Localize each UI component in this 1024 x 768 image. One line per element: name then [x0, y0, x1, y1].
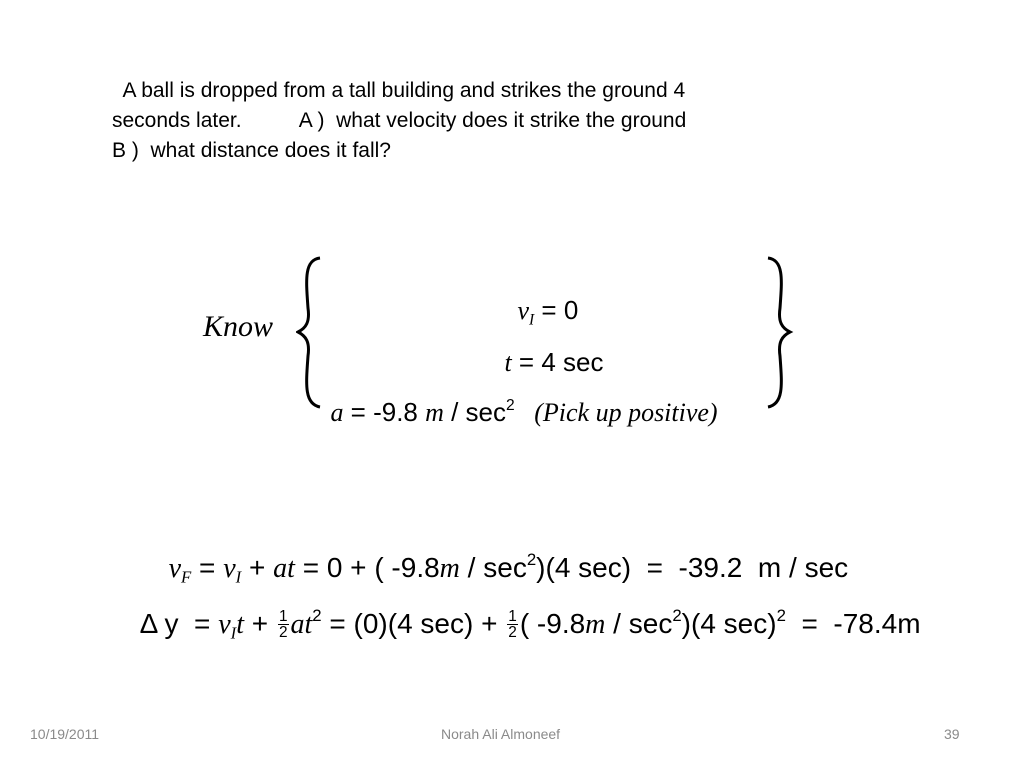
- a-unit-m: m: [425, 398, 444, 427]
- v-symbol: v: [517, 296, 529, 325]
- right-brace: [768, 258, 790, 407]
- eq1-exponent: 2: [526, 550, 537, 569]
- a-value: = -9.8: [343, 397, 426, 427]
- eq2-at: at: [290, 608, 313, 640]
- problem-line-3: B ) what distance does it fall?: [112, 139, 391, 162]
- distance-equation: [124, 574, 921, 644]
- t-symbol: t: [504, 348, 512, 377]
- vf-subscript: F: [181, 567, 192, 587]
- half-denominator: 2: [278, 624, 288, 642]
- eq1-at: at: [273, 552, 295, 584]
- eq2-result: = -78.4m: [785, 607, 921, 639]
- half-fraction: [278, 609, 289, 641]
- eq2-unit: / sec: [605, 607, 673, 639]
- half-fraction-2: [507, 609, 518, 641]
- a-symbol: a: [330, 398, 344, 427]
- delta-y: Δ y: [139, 607, 179, 639]
- a-note: (Pick up positive): [514, 398, 718, 427]
- known-acceleration: [316, 366, 718, 428]
- problem-statement: [112, 76, 832, 166]
- half-denominator-2: 2: [508, 624, 517, 642]
- eq2-vi-symbol: v: [218, 608, 231, 640]
- eq2-exponent-2: 2: [672, 606, 682, 625]
- vi-symbol: v: [223, 552, 236, 584]
- eq2-exponent-1: 2: [312, 606, 322, 625]
- eq1-equals: =: [191, 551, 224, 583]
- v-subscript: I: [529, 311, 535, 329]
- eq2-vi-subscript: I: [230, 623, 237, 643]
- eq1-unit: / sec: [459, 551, 527, 583]
- t-value: = 4 sec: [511, 347, 604, 377]
- know-label: Know: [203, 310, 274, 343]
- eq1-m: m: [439, 552, 460, 584]
- eq2-substitution: = (0)(4 sec) +: [321, 607, 506, 639]
- half-numerator: 1: [278, 607, 288, 625]
- eq2-m: m: [585, 608, 606, 640]
- eq2-time: )(4 sec): [681, 607, 777, 639]
- footer-author: Norah Ali Almoneef: [441, 726, 561, 742]
- half-numerator-2: 1: [508, 607, 517, 625]
- a-unit-sec: / sec: [443, 397, 507, 427]
- eq2-paren: ( -9.8: [519, 607, 586, 639]
- vf-symbol: v: [168, 552, 181, 584]
- eq1-substitution: = 0 + ( -9.8: [294, 551, 440, 583]
- eq2-exponent-3: 2: [776, 606, 786, 625]
- problem-line-2: seconds later. A ) what velocity does it strike the ground: [112, 109, 687, 132]
- problem-line-1: A ball is dropped from a tall building and strikes the ground 4: [112, 79, 686, 102]
- eq2-equals: =: [178, 607, 219, 639]
- eq1-plus: +: [241, 551, 274, 583]
- eq2-t: t: [236, 608, 245, 640]
- eq2-plus: +: [244, 607, 276, 639]
- footer-page-number: 39: [944, 726, 960, 742]
- v-value: = 0: [534, 295, 579, 325]
- vi-subscript: I: [235, 567, 242, 587]
- eq1-result: )(4 sec) = -39.2 m / sec: [536, 551, 849, 583]
- a-exponent: 2: [506, 397, 515, 415]
- footer-date: 10/19/2011: [30, 726, 100, 742]
